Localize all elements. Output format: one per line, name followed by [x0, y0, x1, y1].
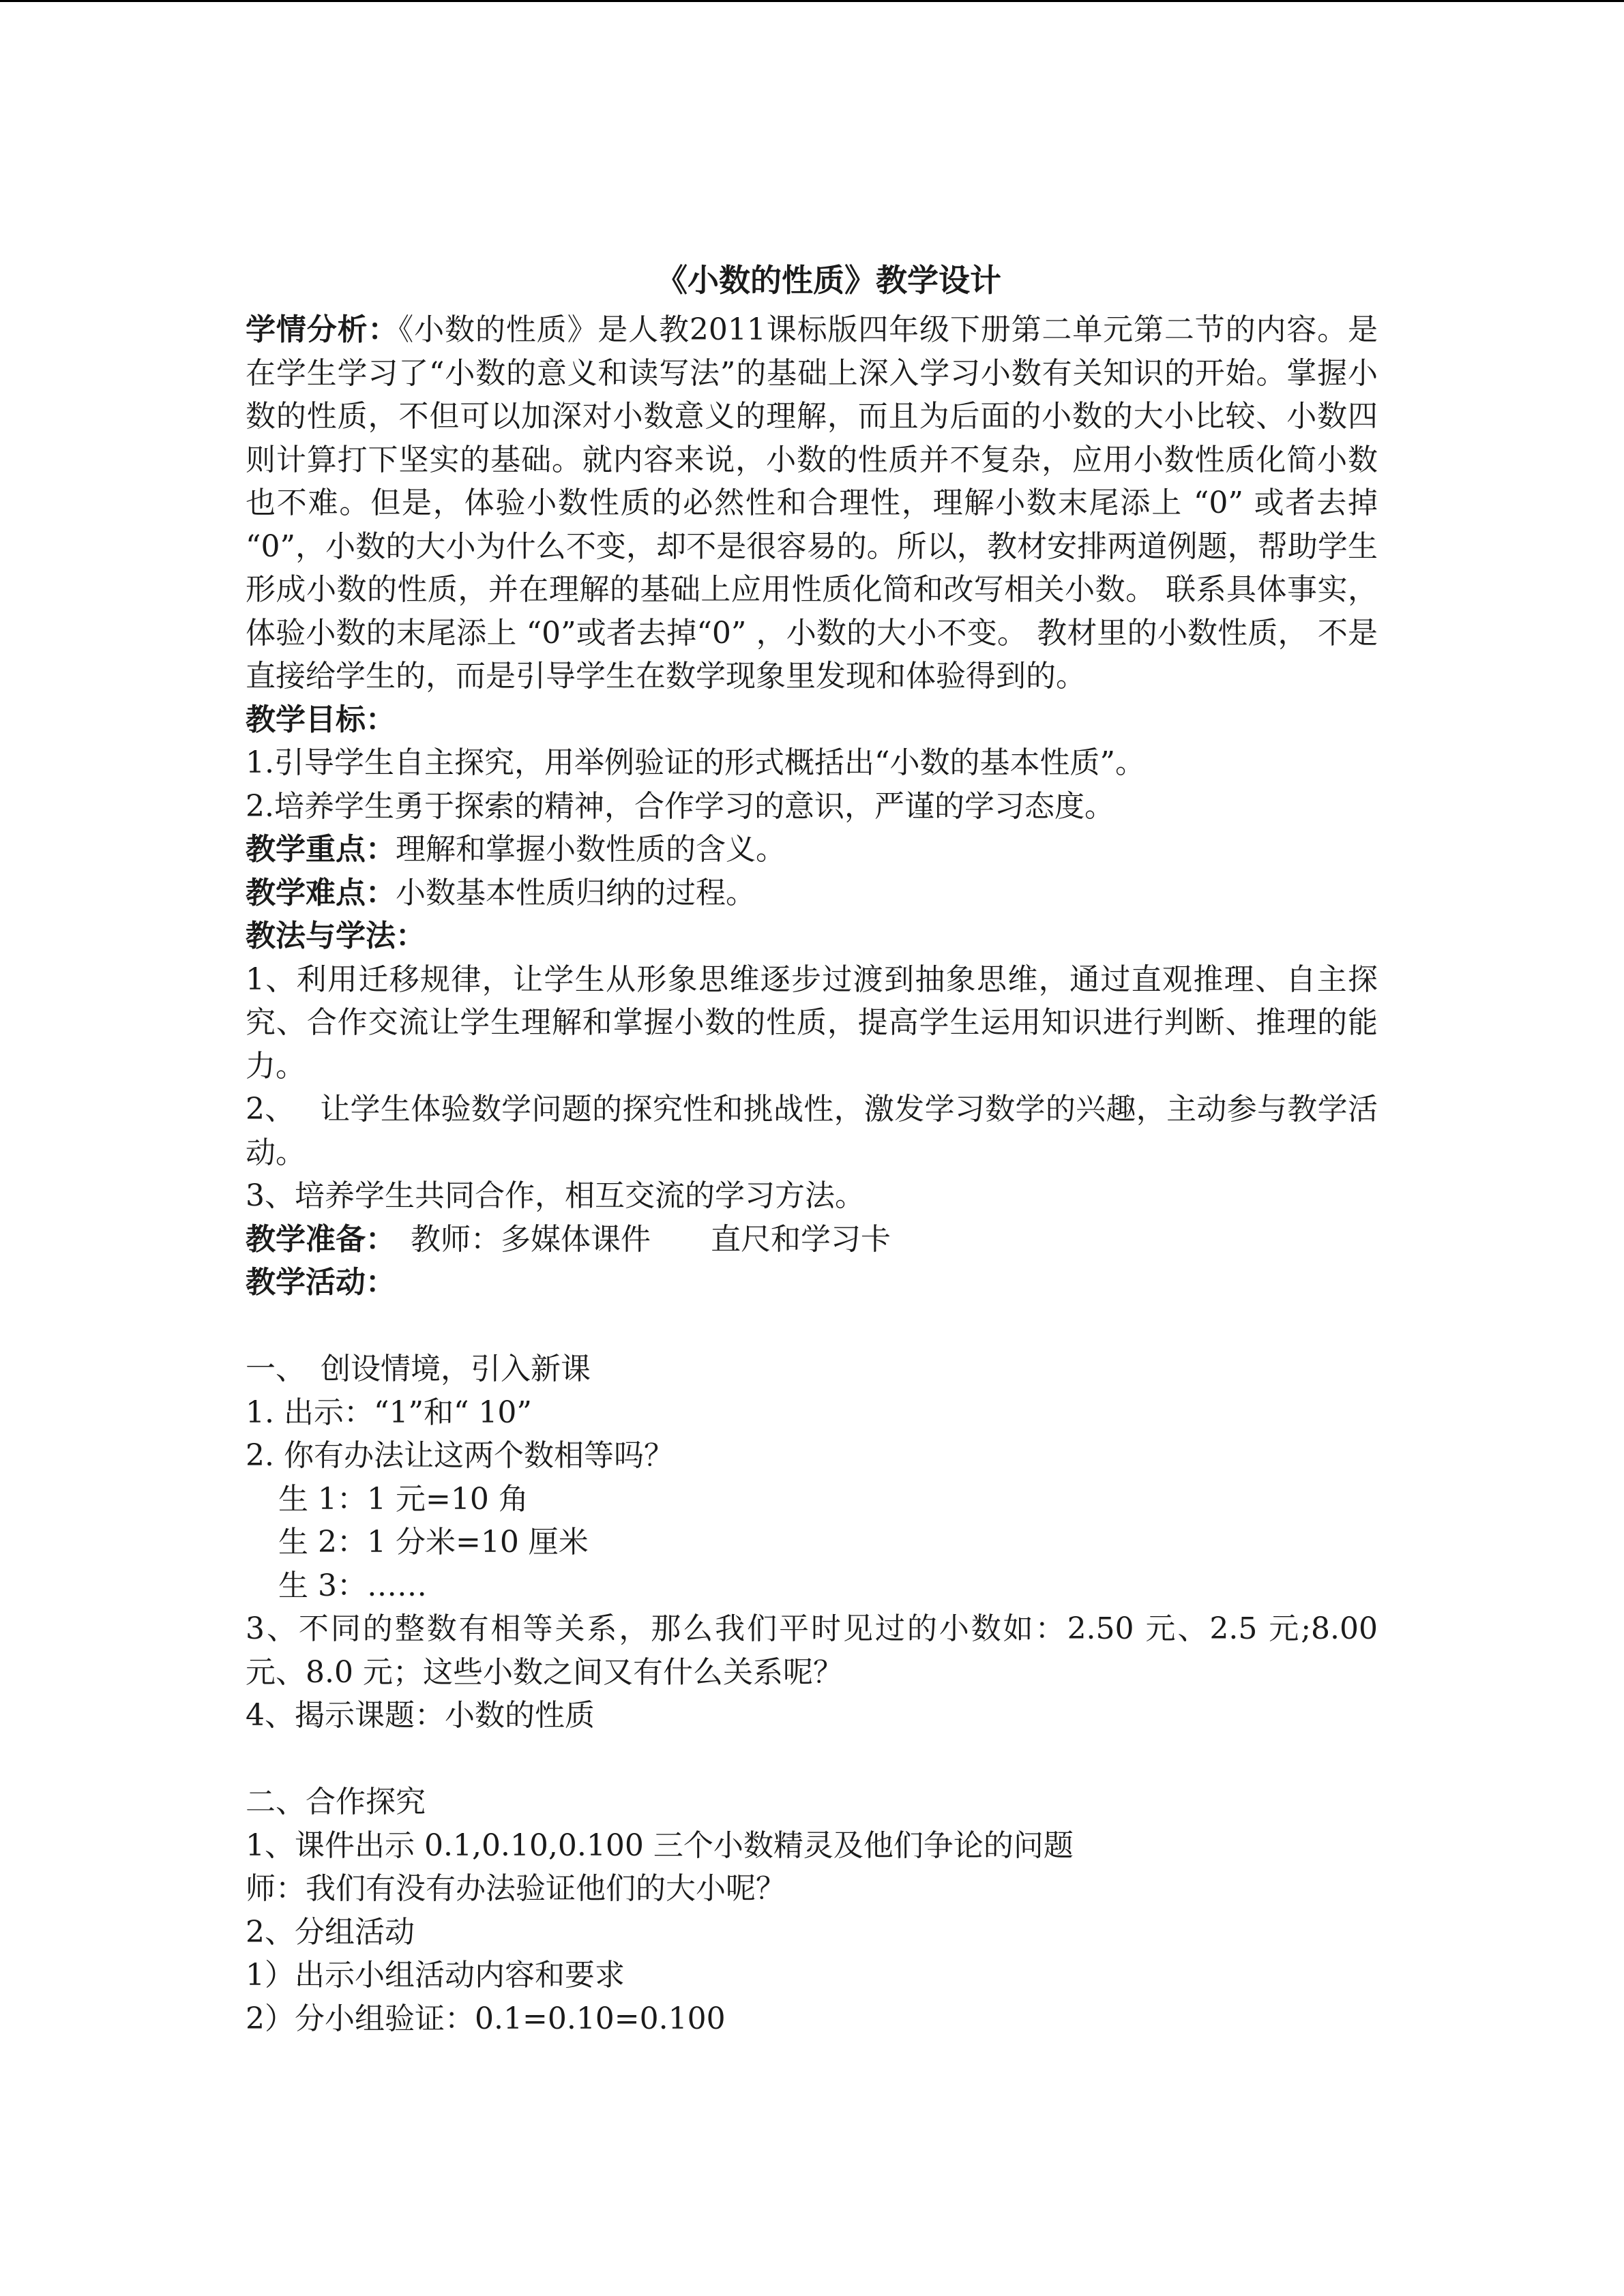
section2-line-2: 师：我们有没有办法验证他们的大小呢？ — [246, 1871, 786, 1906]
goal-item-2: 2.培养学生勇于探索的精神，合作学习的意识，严谨的学习态度。 — [246, 788, 1114, 824]
preparation-text: 教师：多媒体课件 直尺和学习卡 — [381, 1221, 891, 1257]
section1-line-6: 3、不同的整数有相等关系，那么我们平时见过的小数如：2.50 元、2.5 元;8.00 元、8.0 元；这些小数之间又有什么关系呢？ — [246, 1611, 1378, 1690]
section1-line-3: 生 1：1 元=10 角 — [278, 1481, 529, 1517]
method-item-1: 1、利用迁移规律，让学生从形象思维逐步过渡到抽象思维，通过直观推理、自主探究、合作交流让学生理解和掌握小数的性质，提高学生运用知识进行判断、推理的能力。 — [246, 961, 1378, 1084]
section1-line-5: 生 3：…… — [278, 1568, 427, 1603]
section2-line-1: 1、课件出示 0.1,0.10,0.100 三个小数精灵及他们争论的问题 — [246, 1828, 1074, 1863]
top-border — [0, 0, 1624, 2]
section1-line-1: 1. 出示：“1”和“ 10” — [246, 1395, 532, 1430]
difficulty-label: 教学难点： — [246, 875, 396, 910]
section2-heading: 二、合作探究 — [246, 1785, 426, 1819]
spacer — [246, 1738, 1378, 1781]
goal-item-1: 1.引导学生自主探究，用举例验证的形式概括出“小数的基本性质”。 — [246, 745, 1145, 780]
analysis-label: 学情分析： — [246, 312, 399, 347]
difficulty-line — [246, 871, 1378, 915]
focus-text: 理解和掌握小数性质的含义。 — [396, 832, 786, 867]
activities-label: 教学活动： — [246, 1265, 396, 1300]
section1-heading: 一、 创设情境，引入新课 — [246, 1352, 591, 1386]
method-item-2: 2、 让学生体验数学问题的探究性和挑战性，激发学习数学的兴趣，主动参与教学活动。 — [246, 1092, 1378, 1170]
section1-line-7: 4、揭示课题：小数的性质 — [246, 1698, 595, 1733]
analysis-text: 《小数的性质》是人教2011课标版四年级下册第二单元第二节的内容。是在学生学习了“小数的意义和读写法”的基础上深入学习小数有关知识的开始。掌握小数的性质，不但可以加深对小数意义的理解，而且为后面的小数的大小比较、小数四则计算打下坚实的基础。就内容来说，小数的性质并不复杂，应用小数性质化简小数也不难。但是，体验小数性质的必然性和合理性，理解小数末尾添上 “0” 或者去掉 “0”，小数的大小为什么不变，却不是很容易的。所以，教材安排两道例题，帮助学生形成小数的性质，并在理解的基础上应用性质化简和改写相关小数。 联系具体事实，体验小数的末尾添上 “0”或者去掉“0” ，小数的大小不变。 教材里的小数性质， 不是直接给学生的，而是引导学生在数学现象里发现和体验得到的。 — [246, 312, 1378, 694]
spacer — [246, 1304, 1378, 1348]
method-item-3: 3、培养学生共同合作，相互交流的学习方法。 — [246, 1178, 865, 1213]
preparation-label: 教学准备： — [246, 1221, 381, 1257]
document-page — [246, 254, 1378, 2040]
methods-label: 教法与学法： — [246, 919, 426, 953]
section2-line-5: 2）分小组验证：0.1=0.10=0.100 — [246, 2001, 726, 2036]
focus-label: 教学重点： — [246, 832, 396, 867]
difficulty-text: 小数基本性质归纳的过程。 — [396, 875, 756, 910]
section2-line-4: 1）出示小组活动内容和要求 — [246, 1958, 625, 1993]
page-title: 《小数的性质》教学设计 — [656, 262, 1001, 299]
preparation-line — [246, 1218, 1378, 1262]
section2-line-3: 2、分组活动 — [246, 1914, 415, 1950]
section1-line-4: 生 2：1 分米=10 厘米 — [278, 1525, 589, 1560]
goals-label: 教学目标： — [246, 702, 396, 737]
analysis-paragraph — [246, 308, 1378, 698]
focus-line — [246, 828, 1378, 871]
section1-line-2: 2. 你有办法让这两个数相等吗？ — [246, 1438, 674, 1473]
